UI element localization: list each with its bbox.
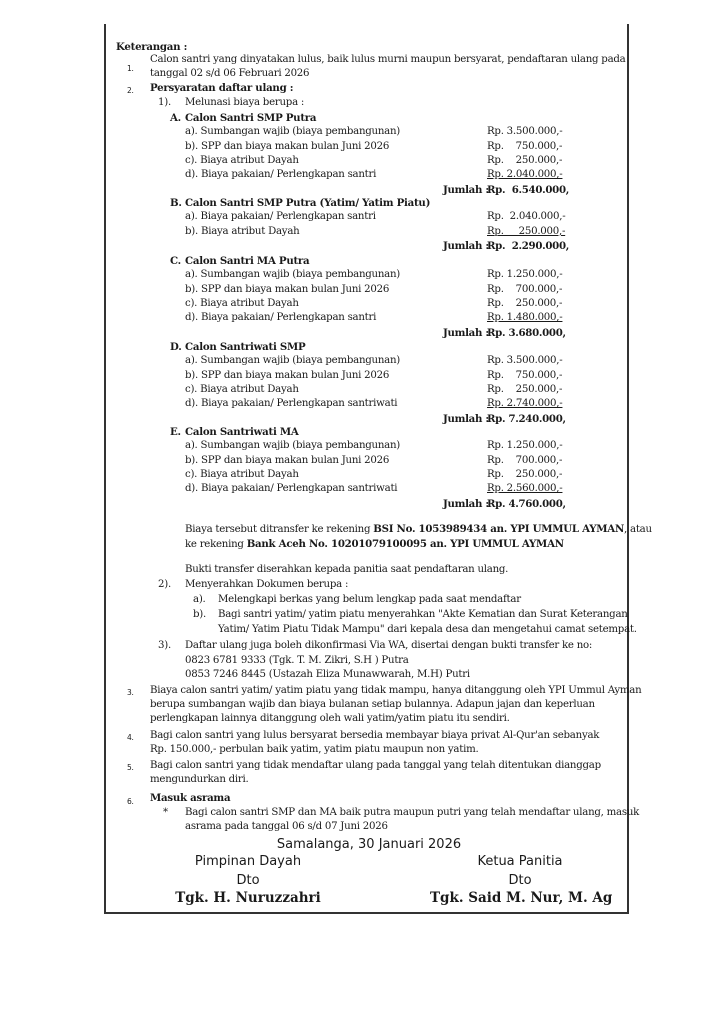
total-label: Jumlah : (443, 239, 489, 252)
fee-item-label: d). Biaya pakaian/ Perlengkapan santri (185, 312, 377, 324)
note3-line3: perlengkapan lainnya ditanggung oleh wali yatim/yatim piatu itu sendiri. (150, 713, 510, 724)
docs-b-number: b). (193, 609, 206, 620)
total-label: Jumlah : (443, 412, 489, 425)
total-amount: Rp. 3.680.000, (487, 326, 566, 339)
section-title: Calon Santriwati MA (185, 426, 299, 438)
fee-item-label: b). Biaya atribut Dayah (185, 225, 300, 237)
asrama-line1: Bagi calon santri SMP dan MA baik putra maupun putri yang telah mendaftar ulang, masuk (185, 807, 640, 818)
right-dto: Dto (508, 873, 532, 888)
fee-item-amount: Rp. 2.740.000,- (487, 398, 563, 410)
transfer-text: , atau (624, 524, 652, 535)
note5-line2: mengundurkan diri. (150, 774, 249, 785)
docs-b-line2: Yatim/ Yatim Piatu Tidak Mampu" dari kepala desa dan mengetahui camat setempat. (218, 624, 637, 635)
wa-contact-putri: 0853 7246 8445 (Ustazah Eliza Munawwarah, M.H) Putri (185, 669, 470, 680)
section-title: Calon Santriwati SMP (185, 341, 306, 353)
fee-item-amount: Rp. 1.480.000,- (487, 312, 563, 324)
right-signatory-name: Tgk. Said M. Nur, M. Ag (430, 890, 613, 906)
right-role: Ketua Panitia (477, 854, 563, 869)
fee-item-amount: Rp. 1.250.000,- (487, 269, 563, 281)
note-number: 4. (127, 733, 134, 742)
fee-item-amount: Rp. 750.000,- (487, 140, 563, 152)
fee-item-label: c). Biaya atribut Dayah (185, 383, 299, 395)
fee-item-label: c). Biaya atribut Dayah (185, 154, 299, 166)
fee-item-amount: Rp. 250.000,- (487, 225, 566, 237)
wa-number: 3). (158, 640, 171, 651)
fee-item-label: a). Sumbangan wajib (biaya pembangunan) (185, 440, 401, 452)
fee-item-label: a). Sumbangan wajib (biaya pembangunan) (185, 269, 401, 281)
note3-line1: Biaya calon santri yatim/ yatim piatu yang tidak mampu, hanya ditanggung oleh YPI Ummul Ayman (150, 685, 642, 696)
transfer-line1 (185, 522, 652, 537)
item-number: 2. (127, 86, 134, 95)
left-signatory-name: Tgk. H. Nuruzzahri (175, 890, 321, 906)
heading-keterangan: Keterangan : (116, 41, 188, 53)
fee-item-label: c). Biaya atribut Dayah (185, 297, 299, 309)
item1-text-line1: Calon santri yang dinyatakan lulus, baik lulus murni maupun bersyarat, pendaftaran ulang pada (150, 54, 626, 65)
fee-item-amount: Rp. 2.040.000,- (487, 169, 563, 181)
total-amount: Rp. 4.760.000, (487, 497, 566, 510)
docs-title: Menyerahkan Dokumen berupa : (185, 579, 349, 590)
fee-item-amount: Rp. 2.560.000,- (487, 483, 563, 495)
fee-item-amount: Rp. 250.000,- (487, 297, 563, 309)
fee-item-label: b). SPP dan biaya makan bulan Juni 2026 (185, 369, 390, 381)
asrama-line2: asrama pada tanggal 06 s/d 07 Juni 2026 (185, 821, 388, 832)
fee-item-label: d). Biaya pakaian/ Perlengkapan santriwati (185, 398, 398, 410)
fee-item-amount: Rp. 250.000,- (487, 154, 563, 166)
total-amount: Rp. 6.540.000, (487, 183, 569, 196)
total-label: Jumlah : (443, 183, 489, 196)
fee-item-amount: Rp. 3.500.000,- (487, 126, 563, 138)
fee-item-amount: Rp. 2.040.000,- (487, 211, 566, 223)
bullet-icon: * (163, 807, 168, 818)
bank-aceh-account: Bank Aceh No. 10201079100095 an. YPI UMMUL AYMAN (246, 538, 564, 550)
section-letter: B. (170, 197, 182, 209)
transfer-text: ke rekening (185, 539, 247, 550)
left-dto: Dto (236, 873, 260, 888)
fee-item-amount: Rp. 1.250.000,- (487, 440, 563, 452)
transfer-line2 (185, 537, 564, 552)
note4-line2: Rp. 150.000,- perbulan baik yatim, yatim piatu maupun non yatim. (150, 744, 479, 755)
fee-item-amount: Rp. 3.500.000,- (487, 355, 563, 367)
fee-item-label: a). Sumbangan wajib (biaya pembangunan) (185, 355, 401, 367)
item-number: 1. (127, 64, 134, 73)
fee-item-amount: Rp. 750.000,- (487, 369, 563, 381)
wa-line1: Daftar ulang juga boleh dikonfirmasi Via WA, disertai dengan bukti transfer ke no: (185, 640, 593, 651)
section-title: Calon Santri MA Putra (185, 255, 310, 267)
fee-item-label: d). Biaya pakaian/ Perlengkapan santriwati (185, 483, 398, 495)
fee-item-amount: Rp. 700.000,- (487, 454, 563, 466)
fee-item-amount: Rp. 250.000,- (487, 383, 563, 395)
left-role: Pimpinan Dayah (194, 854, 302, 869)
fee-item-label: d). Biaya pakaian/ Perlengkapan santri (185, 169, 377, 181)
section-letter: A. (170, 112, 181, 124)
wa-contact-putra: 0823 6781 9333 (Tgk. T. M. Zikri, S.H ) Putra (185, 655, 409, 666)
item1-text-line2: tanggal 02 s/d 06 Februari 2026 (150, 68, 310, 79)
item2-title: Persyaratan daftar ulang : (150, 82, 294, 94)
note-number: 3. (127, 688, 134, 697)
total-label: Jumlah : (443, 497, 489, 510)
transfer-text: Biaya tersebut ditransfer ke rekening (185, 524, 374, 535)
docs-b-line1: Bagi santri yatim/ yatim piatu menyerahkan "Akte Kematian dan Surat Keterangan (218, 609, 628, 620)
section-letter: E. (170, 426, 181, 438)
docs-number: 2). (158, 579, 171, 590)
asrama-number: 6. (127, 797, 134, 806)
fee-item-label: a). Sumbangan wajib (biaya pembangunan) (185, 126, 401, 138)
total-amount: Rp. 2.290.000, (487, 239, 569, 252)
total-label: Jumlah : (443, 326, 489, 339)
fee-item-label: b). SPP dan biaya makan bulan Juni 2026 (185, 140, 390, 152)
fee-item-amount: Rp. 700.000,- (487, 283, 563, 295)
fee-item-amount: Rp. 250.000,- (487, 468, 563, 480)
note3-line2: berupa sumbangan wajib dan biaya bulanan setiap bulannya. Adapun jajan dan keperluan (150, 699, 595, 710)
fee-item-label: b). SPP dan biaya makan bulan Juni 2026 (185, 283, 390, 295)
note4-line1: Bagi calon santri yang lulus bersyarat bersedia membayar biaya privat Al-Qur'an sebanyak (150, 730, 600, 741)
section-title: Calon Santri SMP Putra (Yatim/ Yatim Piatu) (185, 197, 431, 209)
section-title: Calon Santri SMP Putra (185, 112, 317, 124)
note5-line1: Bagi calon santri yang tidak mendaftar ulang pada tanggal yang telah ditentukan dianggap (150, 760, 601, 771)
asrama-title: Masuk asrama (150, 792, 231, 804)
transfer-proof: Bukti transfer diserahkan kepada panitia saat pendaftaran ulang. (185, 564, 509, 575)
section-letter: C. (170, 255, 181, 267)
bsi-account: BSI No. 1053989434 an. YPI UMMUL AYMAN (373, 523, 625, 535)
fee-item-label: c). Biaya atribut Dayah (185, 468, 299, 480)
docs-a-number: a). (193, 594, 206, 605)
fee-item-label: a). Biaya pakaian/ Perlengkapan santri (185, 211, 376, 223)
sub1-number: 1). (158, 97, 171, 108)
fee-item-label: b). SPP dan biaya makan bulan Juni 2026 (185, 454, 390, 466)
place-date: Samalanga, 30 Januari 2026 (276, 837, 462, 852)
docs-a-text: Melengkapi berkas yang belum lengkap pada saat mendaftar (218, 594, 521, 605)
note-number: 5. (127, 763, 134, 772)
sub1-text: Melunasi biaya berupa : (185, 97, 305, 108)
section-letter: D. (170, 341, 182, 353)
total-amount: Rp. 7.240.000, (487, 412, 566, 425)
